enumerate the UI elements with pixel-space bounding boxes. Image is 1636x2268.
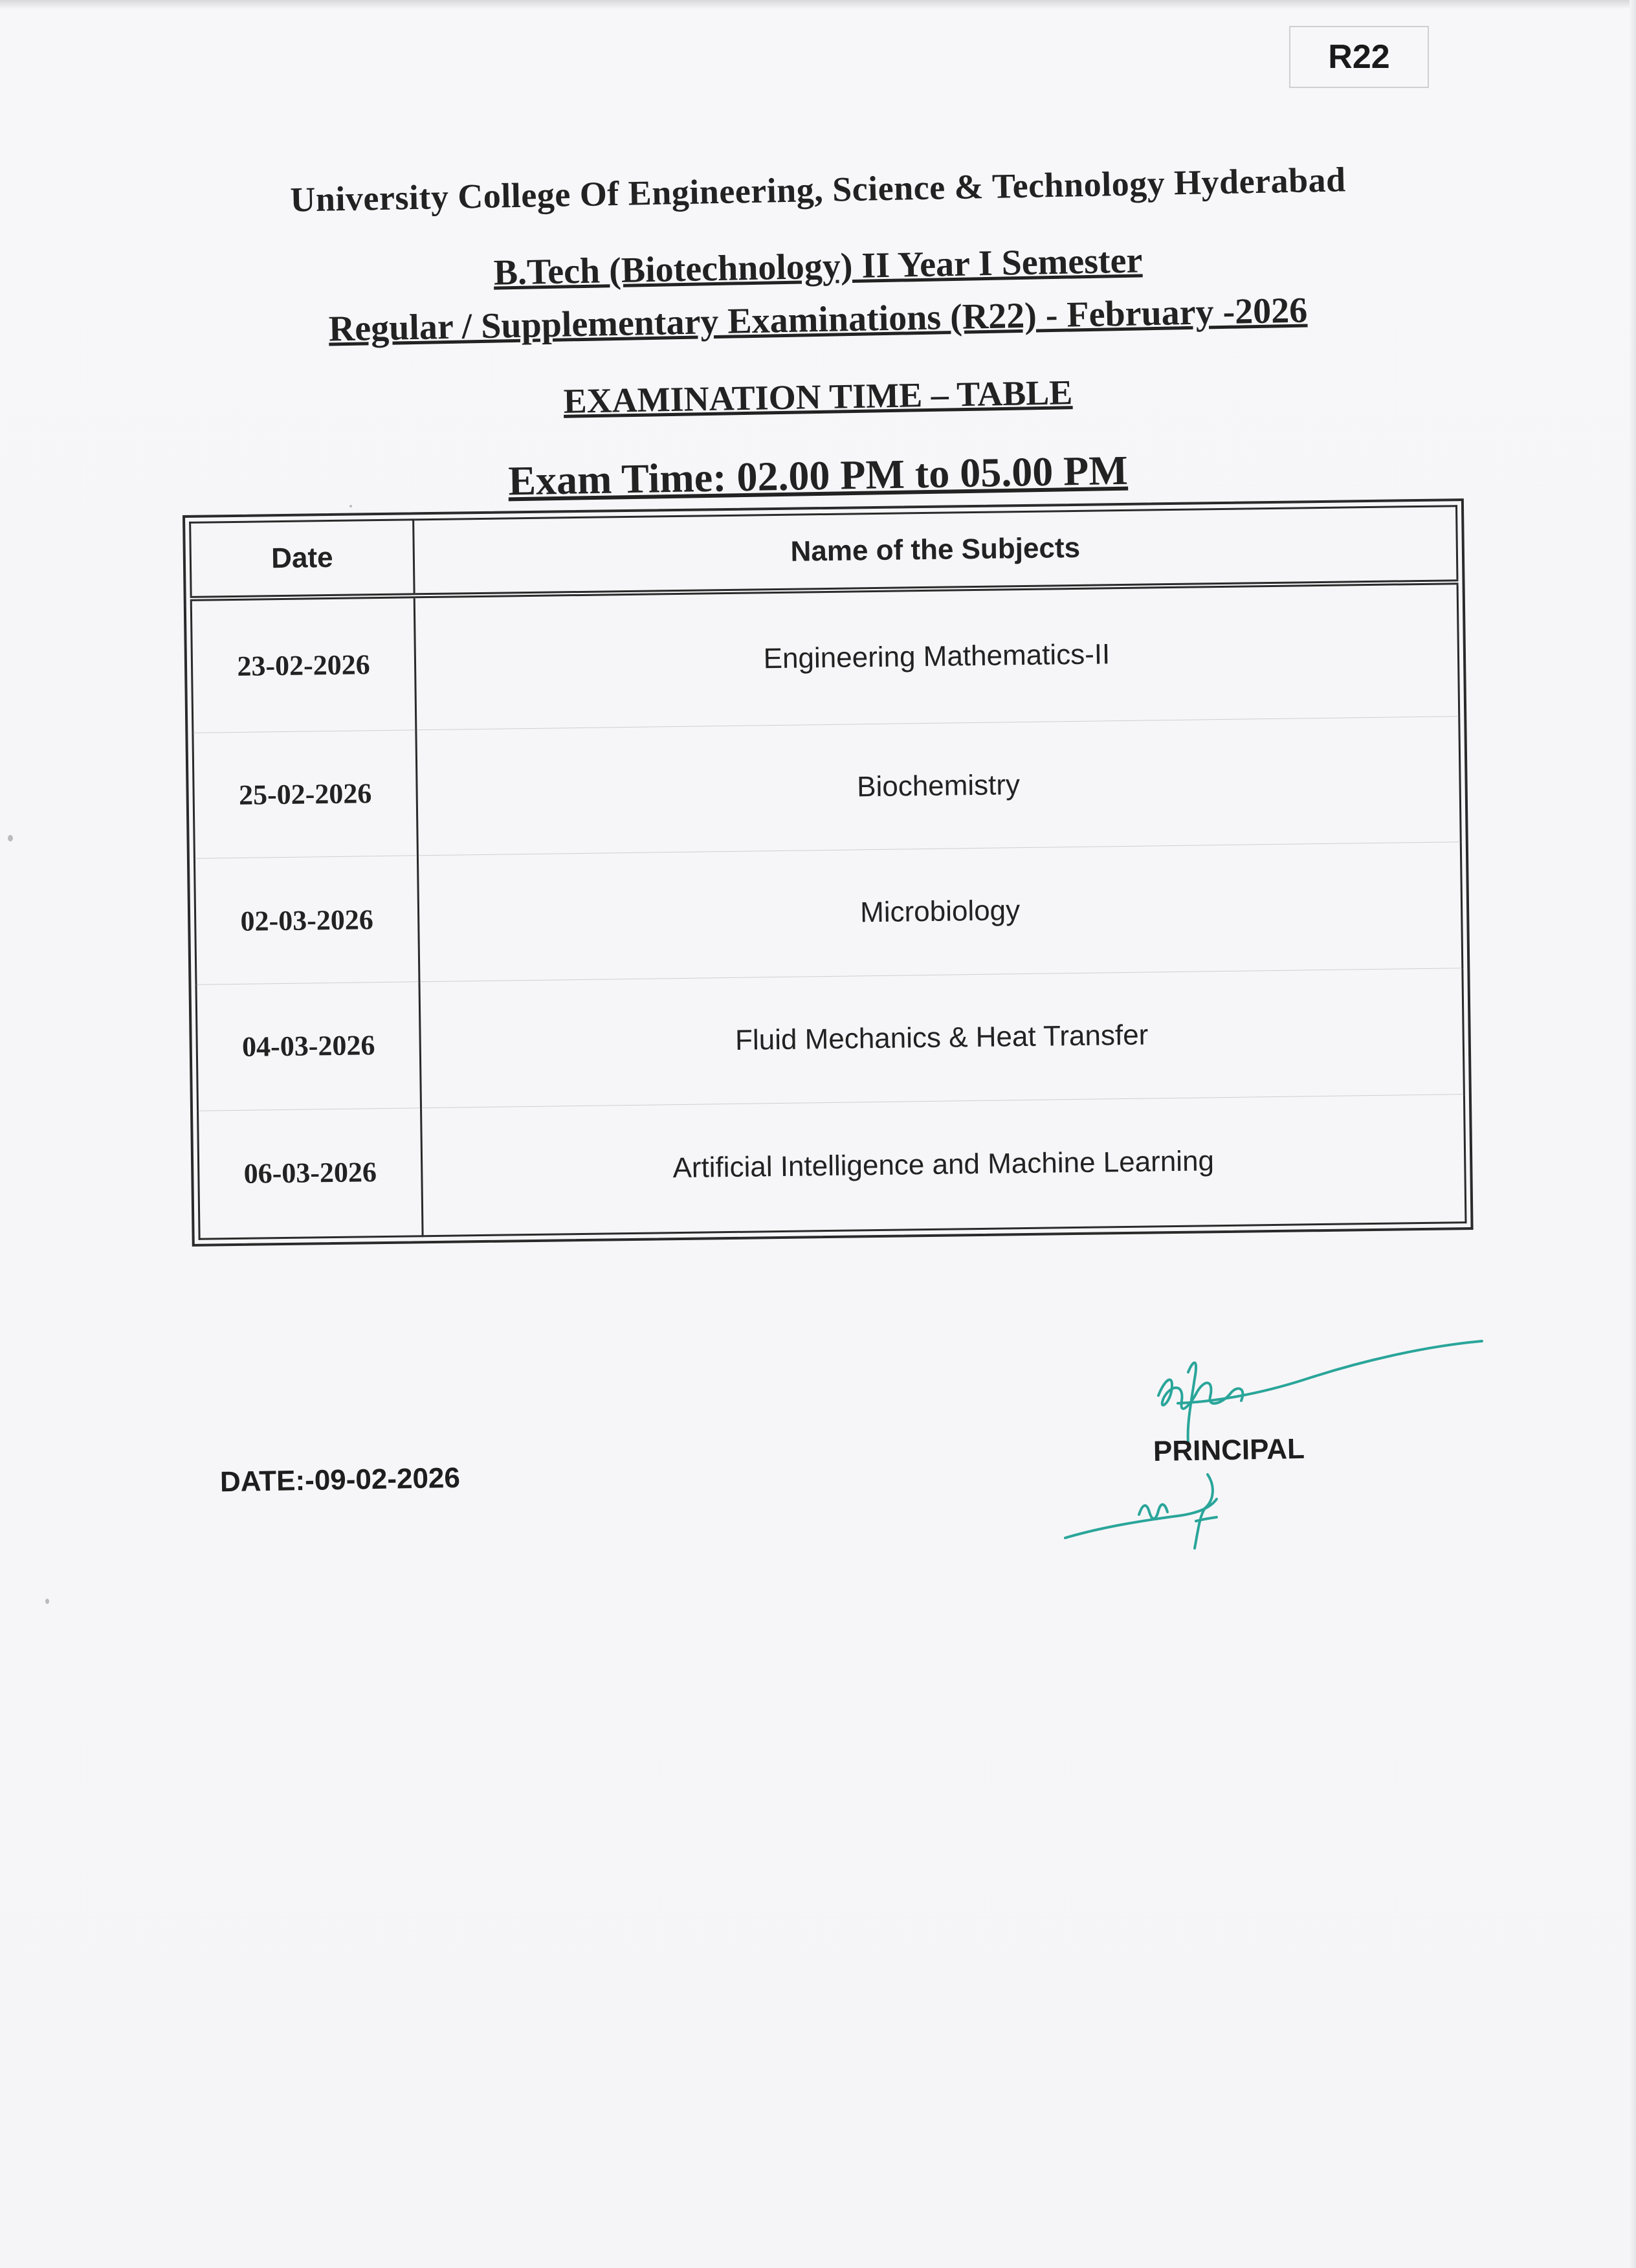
subject-cell: Fluid Mechanics & Heat Transfer [419,968,1464,1108]
table-row [194,842,1462,984]
exam-date-cell: 23-02-2026 [191,595,416,733]
principal-label: PRINCIPAL [1153,1432,1305,1468]
subject-cell: Microbiology [417,842,1462,982]
table-row [193,716,1461,858]
exam-time: Exam Time: 02.00 PM to 05.00 PM [507,447,1129,504]
document-title: EXAMINATION TIME – TABLE [563,373,1073,421]
exam-date-cell: 06-03-2026 [198,1107,423,1239]
regulation-tag-box: R22 [1289,26,1429,88]
exam-date-cell: 04-03-2026 [196,982,421,1111]
table-row [196,968,1464,1111]
scan-speck [8,835,13,841]
exam-date-cell: 02-03-2026 [194,856,419,984]
scan-speck [45,1599,49,1604]
issue-date: DATE:-09-02-2026 [219,1462,461,1498]
scan-top-edge [0,0,1636,9]
program-title: B.Tech (Biotechnology) II Year I Semester [493,240,1143,293]
timetable [189,505,1466,1240]
column-header-subject: Name of the Subjects [414,506,1457,596]
exam-title: Regular / Supplementary Examinations (R22) - February -2026 [328,290,1308,350]
subject-cell: Artificial Intelligence and Machine Learning [421,1094,1466,1236]
exam-date-cell: 25-02-2026 [193,730,418,859]
subject-cell: Engineering Mathematics-II [414,582,1459,729]
subject-cell: Biochemistry [416,716,1461,856]
table-row [198,1094,1466,1239]
institution-name: University College Of Engineering, Science & Technology Hyderabad [289,160,1347,219]
scan-right-edge [1630,0,1636,2268]
table-row [191,582,1459,733]
scan-speck [349,505,352,507]
timetable-frame [182,498,1474,1247]
column-header-date: Date [190,520,415,599]
